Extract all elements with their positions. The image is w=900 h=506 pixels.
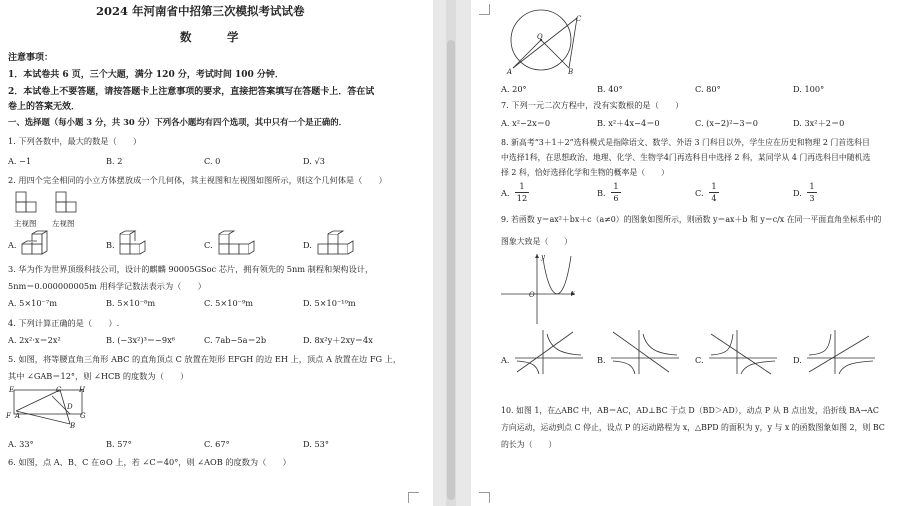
q9-option-d: D.: [793, 355, 802, 365]
q1-option-b: B. 2: [106, 156, 123, 166]
q9-option-c-graph: [707, 328, 779, 376]
q8-option-d-denominator: 3: [809, 193, 815, 203]
section-heading: 一、选择题（每小题 3 分，共 30 分）下列各小题均有四个选项，其中只有一个是正确的．: [8, 117, 348, 127]
q5-label-b: B: [70, 422, 76, 430]
scrollbar-thumb[interactable]: [447, 40, 455, 500]
q5-stem-line-1: 5. 如图，将等腰直角三角形 ABC 的直角顶点 C 放置在矩形 EFGH 的边 EH 上，顶点 A 放置在边 FG 上，: [8, 354, 402, 364]
notice-heading: 注意事项：: [8, 53, 54, 63]
q8-stem-line-2: 中选择1科，在思想政治、地理、化学、生物学4门再选科目中选择 2 科，某同学从 4 门再选科目中随机选: [501, 153, 871, 162]
exam-title: 2024 年河南省中招第三次模拟考试试卷: [96, 4, 305, 18]
q2-option-d-cubes: [316, 232, 356, 260]
q6-stem: 6. 如图，点 A、B、C 在⊙O 上，若 ∠C＝40°，则 ∠AOB 的度数为（ ）: [8, 457, 291, 467]
q2-stem: 2. 用四个完全相同的小立方体摆放成一个几何体，其主视图和左视图如图所示，则这个几何体是（ ）: [8, 175, 387, 185]
q10-stem-line-2: 方向运动，运动到点 C 停止，设点 P 的运动路程为 x，△BPD 的面积为 y，y 与 x 的函数图象如图 2，则 BC: [501, 423, 885, 432]
q1-option-d: D. √3: [303, 156, 325, 166]
q5-option-b: B. 57°: [106, 439, 132, 449]
q9-option-b-graph: [609, 328, 681, 376]
q9-option-d-graph: [805, 328, 877, 376]
q8-option-c-label: C.: [695, 188, 704, 198]
q6-option-d: D. 100°: [793, 84, 825, 94]
q5-option-c: C. 67°: [204, 439, 230, 449]
q5-stem-line-2: 其中 ∠GAB＝12°，则 ∠HCB 的度数为（ ）: [8, 371, 189, 381]
q9-option-b: B.: [597, 355, 606, 365]
q2-option-a: A.: [8, 240, 17, 250]
q5-label-d: D: [67, 403, 73, 411]
q8-option-c-denominator: 4: [711, 193, 717, 203]
q1-stem: 1. 下列各数中，最大的数是（ ）: [8, 136, 142, 146]
q2-option-c: C.: [204, 240, 213, 250]
q4-option-c: C. 7ab−5a＝2b: [204, 335, 267, 345]
crop-mark: [479, 4, 490, 15]
q2-views-figure: [14, 190, 94, 216]
q7-option-c: C. (x−2)²−3＝0: [695, 118, 759, 128]
q9-stem-line-1: 9. 若函数 y＝ax²＋bx＋c（a≠0）的图象如图所示，则函数 y＝ax＋b 和 y＝c/x 在同一平面直角坐标系中的: [501, 215, 882, 224]
exam-subject: 数 学: [180, 30, 251, 44]
q6-option-a: A. 20°: [501, 84, 527, 94]
q9-parabola-figure: [499, 252, 579, 326]
notice-line-3: 卷上的答案无效．: [8, 102, 81, 112]
q9-axis-label-y: y: [541, 253, 545, 261]
notice-line-2: 2．本试卷上不要答题，请按答题卡上注意事项的要求，直接把答案填写在答题卡上．答在试: [8, 87, 375, 97]
q8-option-a-label: A.: [501, 188, 510, 198]
q2-side-view-label: 左视图: [52, 219, 75, 228]
q5-label-e: E: [9, 386, 15, 394]
q8-option-d-numerator: 1: [809, 181, 815, 191]
q3-option-a: A. 5×10⁻⁷m: [8, 298, 57, 308]
q8-option-a-denominator: 12: [516, 193, 528, 203]
q6-option-b: B. 40°: [597, 84, 623, 94]
q9-stem-line-2: 图象大致是（ ）: [501, 237, 573, 246]
q9-option-a-graph: [513, 328, 585, 376]
q7-stem: 7. 下列一元二次方程中，没有实数根的是（ ）: [501, 100, 684, 110]
notice-line-1: 1．本试卷共 6 页，三个大题，满分 120 分，考试时间 100 分钟．: [8, 70, 284, 80]
q2-option-a-cubes: [20, 232, 60, 260]
q8-option-c-numerator: 1: [711, 181, 717, 191]
q2-option-c-cubes: [217, 232, 257, 260]
q5-option-d: D. 53°: [303, 439, 329, 449]
q9-option-c: C.: [695, 355, 704, 365]
q9-option-a: A.: [501, 355, 510, 365]
q6-label-b: B: [568, 68, 574, 76]
q5-label-c: C: [56, 386, 62, 394]
q5-label-g: G: [80, 412, 86, 420]
crop-mark: [479, 492, 490, 503]
q6-label-a: A: [507, 68, 513, 76]
q9-axis-label-x: x: [571, 289, 575, 297]
q10-stem-line-3: 的长为（ ）: [501, 440, 557, 449]
q6-label-o: O: [537, 33, 543, 41]
q1-option-c: C. 0: [204, 156, 221, 166]
q6-option-c: C. 80°: [695, 84, 721, 94]
q4-option-d: D. 8x²y＋2xy＝4x: [303, 335, 373, 345]
q4-option-a: A. 2x²·x＝2x²: [8, 335, 61, 345]
q4-option-b: B. (−3x²)³＝−9x⁶: [106, 335, 176, 345]
q3-option-d: D. 5×10⁻¹⁰m: [303, 298, 356, 308]
q8-stem-line-1: 8. 新高考“3＋1＋2”选科模式是指除语文、数学、外语 3 门科目以外，学生应在历史和物理 2 门首选科目: [501, 138, 870, 147]
q1-option-a: A. −1: [8, 156, 32, 166]
q7-option-b: B. x²＋4x−4＝0: [597, 118, 660, 128]
q9-axis-label-o: O: [529, 291, 535, 299]
q2-front-view-label: 主视图: [14, 219, 37, 228]
q8-option-b-label: B.: [597, 188, 606, 198]
q8-stem-line-3: 择 2 科，恰好选择化学和生物的概率是（ ）: [501, 168, 669, 177]
q8-option-d-label: D.: [793, 188, 802, 198]
q7-option-d: D. 3x²＋2＝0: [793, 118, 845, 128]
q5-label-h: H: [79, 386, 86, 394]
q3-option-b: B. 5×10⁻⁸m: [106, 298, 156, 308]
q8-option-a-numerator: 1: [519, 181, 525, 191]
q8-option-b-denominator: 6: [613, 193, 619, 203]
q7-option-a: A. x²−2x＝0: [501, 118, 551, 128]
q3-option-c: C. 5×10⁻⁹m: [204, 298, 254, 308]
exam-page-left: [0, 0, 433, 506]
q3-stem-line-2: 5nm＝0.000000005m 用科学记数法表示为（ ）: [8, 281, 206, 291]
q6-label-c: C: [576, 15, 582, 23]
q4-stem: 4. 下列计算正确的是（ ）.: [8, 318, 120, 328]
q10-stem-line-1: 10. 如图 1，在△ABC 中，AB＝AC，AD⊥BC 于点 D（BD＞AD），动点 P 从 B 点出发，沿折线 BA→AC: [501, 406, 879, 415]
exam-page-right: [471, 0, 900, 506]
q3-stem-line-1: 3. 华为作为世界顶级科技公司，设计的麒麟 90005GSoc 芯片，拥有领先的 5nm 制程和架构设计，: [8, 264, 374, 274]
q8-option-b-numerator: 1: [613, 181, 619, 191]
crop-mark: [408, 492, 419, 503]
q5-label-a: A: [15, 412, 21, 420]
q2-option-b: B.: [106, 240, 115, 250]
q2-option-b-cubes: [118, 232, 158, 260]
q2-option-d: D.: [303, 240, 312, 250]
q5-option-a: A. 33°: [8, 439, 34, 449]
q5-label-f: F: [6, 412, 11, 420]
